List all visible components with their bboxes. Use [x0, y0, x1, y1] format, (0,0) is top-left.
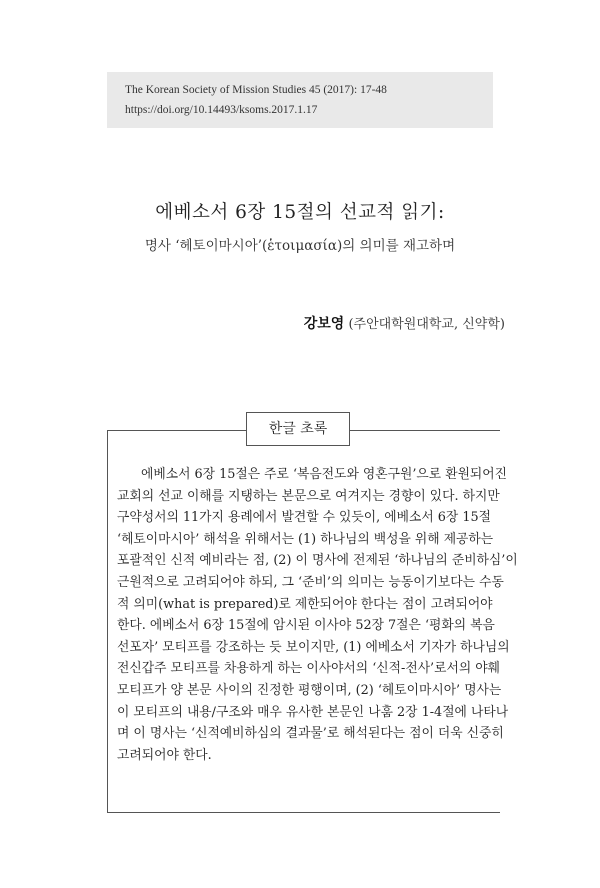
abstract-line: 고려되어야 한다. — [117, 747, 212, 763]
abstract-label: 한글 초록 — [246, 412, 350, 446]
paper-title: 에베소서 6장 15절의 선교적 읽기: — [155, 202, 445, 223]
abstract-line: ‘헤토이마시아’ 해석을 위해서는 (1) 하나님의 백성을 위해 제공하는 — [117, 531, 494, 547]
abstract-line: 교회의 선교 이해를 지탱하는 본문으로 여겨지는 경향이 있다. 하지만 — [117, 488, 500, 504]
abstract-line: 적 의미(what is prepared)로 제한되어야 한다는 점이 고려되어야 — [117, 596, 493, 612]
paper-subtitle: 명사 ‘헤토이마시아’(ἑτοιμασία)의 의미를 재고하며 — [144, 238, 456, 254]
abstract-line: 포괄적인 신적 예비라는 점, (2) 이 명사에 전제된 ‘하나님의 준비하심’이 — [117, 553, 518, 569]
abstract-line: 한다. 에베소서 6장 15절에 암시된 이사야 52장 7절은 ‘평화의 복음 — [117, 618, 495, 634]
abstract-line: 에베소서 6장 15절은 주로 ‘복음전도와 영혼구원’으로 환원되어진 — [141, 467, 508, 482]
abstract-line: 이 모티프의 내용/구조와 매우 유사한 본문인 나훔 2장 1-4절에 나타나 — [117, 704, 509, 720]
abstract-line: 전신갑주 모티프를 차용하게 하는 이사야서의 ‘신적-전사’로서의 야훼 — [117, 661, 500, 677]
journal-citation: The Korean Society of Mission Studies 45 (2017): 17-48 — [125, 84, 387, 96]
author-affiliation: (주안대학원대학교, 신약학) — [348, 317, 505, 332]
abstract-line: 모티프가 양 본문 사이의 진정한 평행이며, (2) ‘헤토이마시아’ 명사는 — [117, 682, 502, 698]
abstract-line: 근원적으로 고려되어야 하되, 그 ‘준비’의 의미는 능동이기보다는 수동 — [117, 574, 504, 590]
abstract-body — [117, 464, 518, 766]
abstract-frame-top-left — [107, 430, 248, 431]
abstract-line: 며 이 명사는 ‘신적예비하심의 결과물’로 해석된다는 점이 더욱 신중히 — [117, 726, 504, 742]
doi-link[interactable]: https://doi.org/10.14493/ksoms.2017.1.17 — [125, 104, 318, 116]
abstract-frame-top-right — [350, 430, 500, 431]
abstract-line: 구약성서의 11가지 용례에서 발견할 수 있듯이, 에베소서 6장 15절 — [117, 510, 492, 526]
journal-header — [107, 72, 493, 128]
author-line — [304, 313, 505, 333]
abstract-line: 선포자’ 모티프를 강조하는 듯 보이지만, (1) 에베소서 기자가 하나님의 — [117, 639, 510, 655]
author-name: 강보영 — [303, 316, 345, 332]
